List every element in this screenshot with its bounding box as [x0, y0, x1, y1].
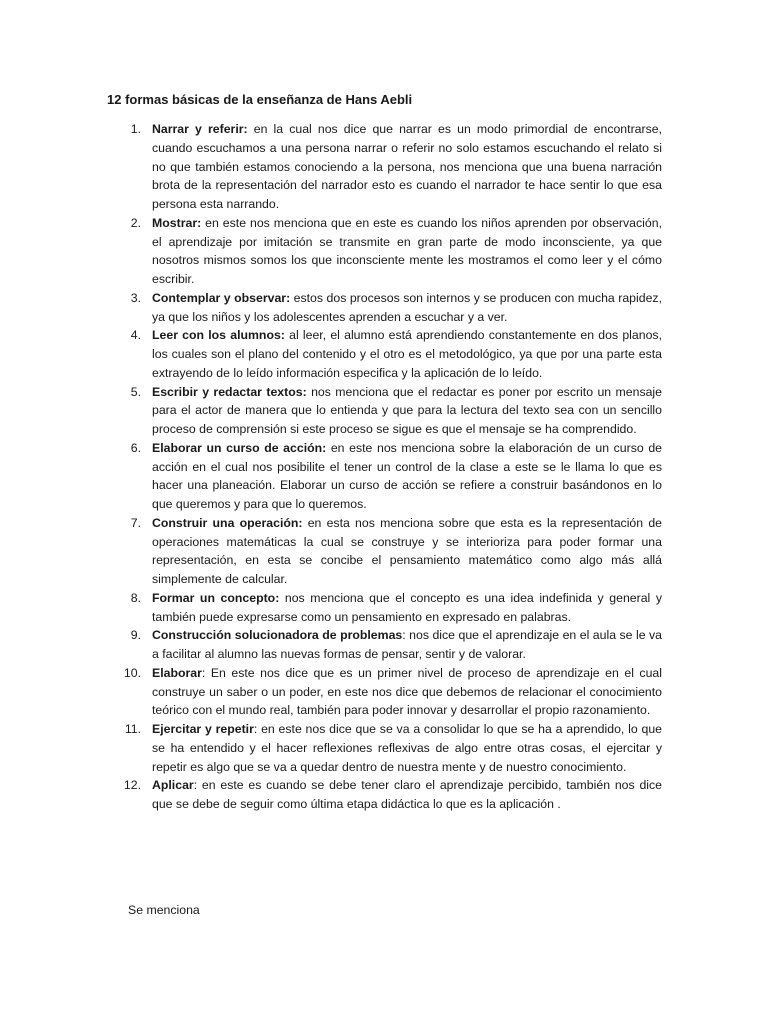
list-item	[130, 439, 662, 514]
list-item-number: 4.	[130, 328, 141, 343]
list-item	[130, 514, 662, 589]
list-item-number: 6.	[130, 440, 141, 455]
list-item-term: Mostrar:	[152, 215, 202, 230]
list-item-term: Formar un concepto:	[152, 590, 280, 605]
list-item-number: 10.	[123, 665, 141, 680]
list-item-term: Ejercitar y repetir	[152, 722, 254, 736]
list-item	[130, 326, 662, 382]
list-item-text: : En este nos dice que es un primer nivel de proceso de aprendizaje en el cual construye un saber o un poder, en este nos dice que debemos de relacionar el conocimiento teórico con el mundo real, también para poder innovar y desarrollar el propio razonamiento.	[152, 665, 662, 718]
list-item-number: 2.	[130, 215, 141, 230]
list-item-number: 3.	[130, 290, 141, 305]
list-item	[123, 664, 662, 720]
list-item-number: 5.	[130, 384, 141, 399]
list-item-text: en este nos menciona que en este es cuando los niños aprenden por observación, el aprendizaje por imitación se transmite en gran parte de modo inconsciente, ya que nosotros mismos somos los que inconsciente mente les mostramos el como leer y el cómo escribir.	[152, 215, 662, 286]
list-item	[130, 120, 662, 214]
list-item	[130, 289, 662, 327]
list-item-number: 9.	[130, 628, 141, 643]
list-item-text: en la cual nos dice que narrar es un modo primordial de encontrarse, cuando escuchamos a una persona narrar o referir no solo estamos escuchando el relato si no que también estamos conociendo a la persona, nos menciona que una buena narración brota de la representación del narrador esto es cuando el narrador te hace sentir lo que esa persona esta narrando.	[152, 122, 662, 211]
list-item-text: al leer, el alumno está aprendiendo constantemente en dos planos, los cuales son el plano del contenido y el otro es el metodológico, ya que por una parte esta extrayendo de lo leído información especifica y la aplicación de lo leído.	[152, 328, 662, 380]
list-item-term: Elaborar un curso de acción:	[152, 440, 327, 455]
list-item-text: : nos dice que el aprendizaje en el aula se le va a facilitar al alumno las nuevas formas de pensar, sentir y de valorar.	[152, 628, 662, 661]
list-item	[130, 626, 662, 664]
list-item-term: Aplicar	[152, 778, 194, 793]
list-item-text: : en este es cuando se debe tener claro el aprendizaje percibido, también nos dice que se debe de seguir como última etapa didáctica lo que es la aplicación .	[152, 778, 662, 811]
list-item-term: Narrar y referir:	[152, 122, 248, 136]
list-item-term: Leer con los alumnos:	[152, 328, 285, 343]
document-title: 12 formas básicas de la enseñanza de Hans Aebli	[107, 92, 413, 107]
list-item-text: : en este nos dice que se va a consolidar lo que se ha a aprendido, lo que se ha entendido y el hacer reflexiones reflexivas de algo entre otras cosas, el ejercitar y repetir es algo que se va a quedar dentro de nuestra mente y de nuestro conocimiento.	[152, 722, 662, 774]
list-item	[123, 776, 662, 814]
list-item	[124, 720, 662, 776]
list-item-term: Escribir y redactar textos:	[152, 384, 307, 399]
list-item-number: 8.	[130, 590, 141, 605]
list-item	[130, 383, 663, 439]
forms-list	[123, 120, 663, 814]
list-item-text: nos menciona que el redactar es poner por escrito un mensaje para el actor de manera que lo entienda y que para la lectura del texto sea con un sencillo proceso de comprensión si este proceso se sigue es que el mensaje se ha comprendido.	[152, 384, 663, 436]
list-item-number: 12.	[123, 778, 141, 793]
list-item-text: en esta nos menciona sobre que esta es la representación de operaciones matemáticas la cual se construye y se interioriza para poder formar una representación, en esta se concibe el pensamiento matemático como algo más allá simplemente de calcular.	[152, 515, 662, 586]
list-item	[130, 214, 662, 289]
list-item-term: Elaborar	[152, 665, 202, 680]
list-item-number: 1.	[130, 122, 141, 136]
list-item-number: 11.	[124, 722, 141, 736]
list-item-number: 7.	[130, 515, 141, 530]
list-item-term: Construcción solucionadora de problemas	[152, 628, 403, 643]
list-item-text: nos menciona que el concepto es una idea indefinida y general y también puede expresarse como un pensamiento en expresado en palabras.	[152, 590, 663, 624]
footer-text: Se menciona	[128, 903, 200, 917]
list-item-term: Contemplar y observar:	[152, 290, 291, 305]
list-item-term: Construir una operación:	[152, 515, 303, 530]
list-item-text: estos dos procesos son internos y se producen con mucha rapidez, ya que los niños y los adolescentes aprenden a escuchar y a ver.	[152, 290, 662, 324]
list-item-text: en este nos menciona sobre la elaboración de un curso de acción en el cual nos posibilite el tener un control de la clase a este se le llama lo que es hacer una planeación. Elaborar un curso de acción se refiere a construir basándonos en lo que queremos y para que lo queremos.	[152, 440, 662, 511]
list-item	[130, 589, 663, 627]
